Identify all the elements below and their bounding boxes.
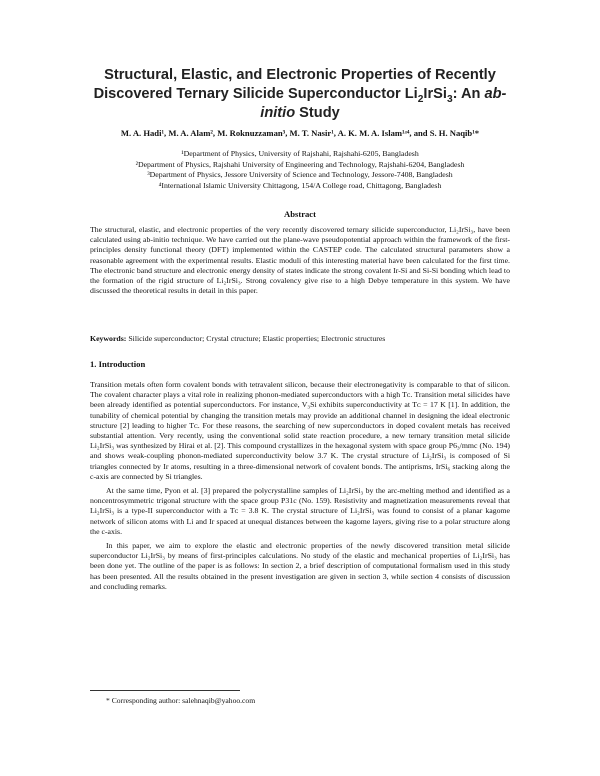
- affiliation: ²Department of Physics, Rajshahi University of Engineering and Technology, Rajshahi-6204, Bangladesh: [135, 159, 465, 169]
- section-heading-introduction: 1. Introduction: [90, 359, 146, 369]
- affiliations: [60, 149, 540, 191]
- abstract-heading: Abstract: [284, 209, 316, 219]
- footnote-divider: [90, 690, 240, 691]
- author-list: M. A. Hadi¹, M. A. Alam², M. Roknuzzaman³, M. T. Nasir¹, A. K. M. A. Islam¹ʴ⁴, and S. H. Naqib¹*: [120, 128, 480, 138]
- paragraph: In this paper, we aim to explore the elastic and electronic properties of the newly discovered transition metal silicide superconductor Li₂IrSi₃ by means of first-principles calculations. No study of the elastic and mechanical properties of Li₂IrSi₃ has been done yet. The outline of the paper is as follows: In section 2, a brief description of computational formalism used in this study has been presented. All the results obtained in the present investigation are given in section 3, while section 4 consists of discussion and concluding remarks.: [90, 541, 510, 591]
- paper-title: [90, 66, 510, 123]
- introduction-body: [90, 380, 510, 592]
- abstract-text: The structural, elastic, and electronic properties of the very recently discovered ternary silicide superconductor, Li₂IrSi₃, have been calculated using ab-initio technique. We have carried out the plane-wave pseudopotential approach within the framework of the first-principles density functional theory (DFT) implemented within the CASTEP code. The calculated structural parameters show a reasonable agreement with the experimental results. Elastic moduli of this interesting material have been calculated for the first time. The electronic band structure and electronic energy density of states indicate the strong covalent Ir-Si and Si-Si bonding which lead to the formation of the rigid structure of Li₂IrSi₃. Strong covalency give rise to a high Debye temperature in this system. We have discussed the theoretical results in detail in this paper.: [90, 225, 510, 296]
- title-text-4: Study: [295, 105, 340, 121]
- keywords: [90, 334, 510, 343]
- title-sub-2: 3: [446, 93, 453, 105]
- title-text-1: Structural, Elastic, and Electronic Properties of Recently Discovered Ternary Silicide Superconductor Li: [93, 67, 496, 102]
- affiliation: ³Department of Physics, Jessore University of Science and Technology, Jessore-7408, Bangladesh: [147, 170, 453, 180]
- affiliation: ¹Department of Physics, University of Rajshahi, Rajshahi-6205, Bangladesh: [181, 149, 419, 158]
- title-sub-1: 2: [417, 93, 424, 105]
- title-italic: ab-initio: [260, 86, 507, 121]
- corresponding-author-footnote: * Corresponding author: salehnaqib@yahoo.com: [106, 696, 256, 705]
- title-text-2: IrSi: [423, 86, 447, 102]
- paragraph: At the same time, Pyon et al. [3] prepared the polycrystalline samples of Li₂IrSi₃ by the arc-melting method and identified as a noncentrosymmetric trigonal structure with the space group P31c (No. 159). Resistivity and magnetization measurements reveal that Li₂IrSi₃ is a type-II superconductor with a Tᴄ = 3.8 K. The crystal structure of Li₂IrSi₃ was found to consist of a planar kagome network of silicon atoms with Li and Ir spaced at unequal distances between the kagome layers, giving rise to a polar structure along the c-axis.: [90, 486, 510, 536]
- paragraph: Transition metals often form covalent bonds with tetravalent silicon, because their electronegativity is comparable to that of silicon. The covalent character plays a vital role in realizing phonon-mediated superconductors with a high Tᴄ. Transition metal silicides have been already identified as potential superconductors. For instance, V₃Si exhibits superconductivity at Tᴄ = 17 K [1]. In addition, the tunability of chemical potential by changing the transition metals may provide an additional channel in designing the ideal electronic structure [2] leading to higher Tᴄ. For these reasons, the searching of new superconductors in doped covalent metals has received substantial attention. Very recently, using the conventional solid state reaction procedure, a new ternary transition metal silicide Li₂IrSi₃ was synthesized by Hirai et al. [2]. This compound crystallizes in the hexagonal system with space group P6₃/mmc (No. 194) and shows weak-coupling phonon-mediated superconductivity below 3.7 K. The crystal structure of Li₂IrSi₃ is composed of Si triangles connected by Ir atoms, resulting in a three-dimensional network of covalent bonds. The antiprisms, IrSi₆ stacking along the c-axis are connected by Si triangles.: [90, 380, 510, 481]
- affiliation: ⁴International Islamic University Chittagong, 154/A College road, Chittagong, Bangladesh: [158, 180, 442, 190]
- title-text-3: : An: [452, 86, 485, 102]
- keywords-label: Keywords:: [90, 334, 127, 343]
- keywords-text: Silicide superconductor; Crystal ctructure; Elastic properties; Electronic structures: [126, 334, 386, 343]
